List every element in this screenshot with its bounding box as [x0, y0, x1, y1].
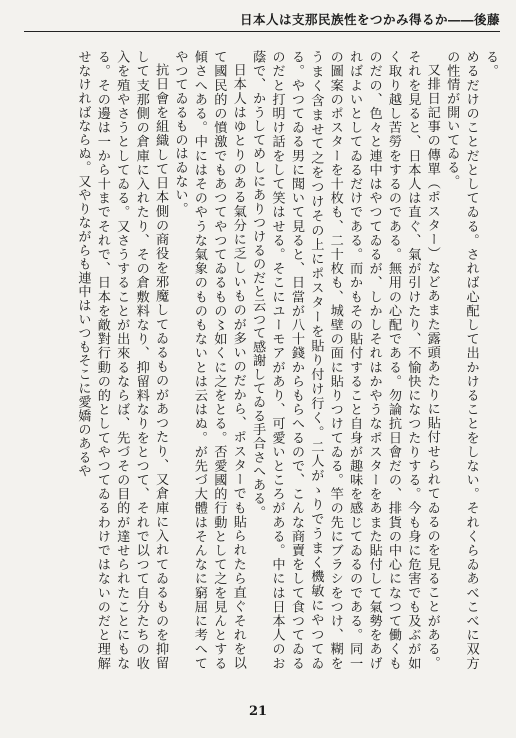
paragraph: めるだけのことだとしてゐる。されば心配して出かけることをしない。それくらゐあべこべに双方の性情が開いてゐる。 — [444, 50, 479, 670]
page-header — [24, 10, 500, 36]
vertical-body-text — [30, 50, 500, 670]
header-rule — [24, 31, 500, 32]
paragraph: る。 — [483, 50, 498, 78]
running-head: 日本人は支那民族性をつかみ得るか――後藤 — [239, 12, 500, 27]
paragraph: 抗日會を組織して日本側の商役を邪魔してゐるものがあつたり、又倉庫に入れてゐるものを抑留して支那側の倉庫に入れたり、その倉敷料なり、抑留料なりをとつて、それで以つて自分たちの收入を殖やさうとしてゐる。又さうすることが出來るならば、先づその目的が達せられたことにもなる。その邊は一から十までそれで、日本を敵對行動の的としてやつてゐるわけではないのだと理解せなければならぬ。又やりながらも連中はいつもそこに愛嬌のあるや — [75, 50, 169, 670]
paragraph: 又排日記事の傳單（ポスター）などあまた露頭あたりに貼付せられてゐるのを見ることがある。それを見ると、日本人は直ぐ、氣が引けたり、不愉快になつたりする。今も身に危害でも及ぶが如く取り越し苦勞をするのである。無用の心配である。勿論抗日會だの、排貨の中心になつて働くものだの、色々と連中はやつてゐるが、しかしそれはかやうなポスターをあまた貼付して氣勢をあげればよいとしてゐるだけである。而かもその貼付すること自身が趣味を感じてゐるのである。同一の圖案のポスターを十枚も、二十枚も、城壁の面に貼りつけてゐる。竿の先にブラシをつけ、糊をうまく含ませて之をつけその上にポスターを貼り付け行く。二人がゝりでうまく機敏にやつてゐる。やつてゐる男に聞いて見ると、日當が八十錢からもらへるので、こんな商賣をして食つてゐるのだと打明け話をして笑はせる。そこにユーモアがあり、可愛いところがある。中には日本人のお蔭で、かうしてめしにありつけるのだと云つて感謝してゐる手合さへある。 — [250, 50, 440, 670]
paragraph: 日本人はゆとりのある氣分に乏しいものが多いのだから、ポスターでも貼られたら直ぐそれを以て國民的の憤激でもあつてやつてゐるもの〻如くに之をとる。否愛國的行動として之を見んとする傾さへある。中にはそのやうな氣象のものもないとは云はぬ。が先づ大體はそんなに窮屈に考へてやつてゐるものはゐない。 — [172, 50, 246, 670]
page-number: 21 — [248, 704, 268, 719]
